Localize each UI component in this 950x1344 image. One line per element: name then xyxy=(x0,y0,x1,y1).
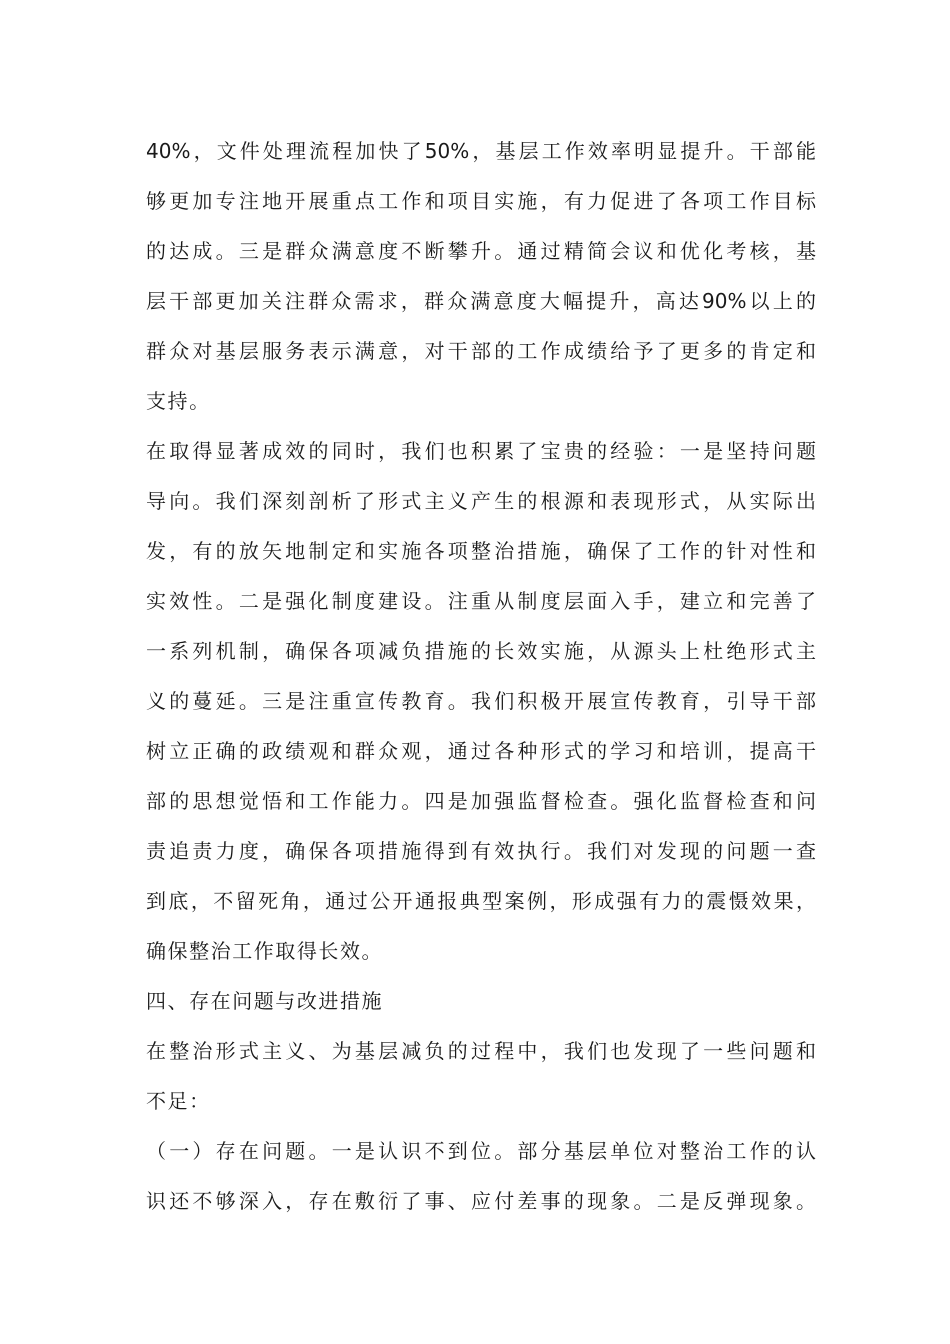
section-heading: 四、存在问题与改进措施 xyxy=(146,989,384,1013)
text-line: 不足： xyxy=(146,1089,211,1113)
text-line: 发，有的放矢地制定和实施各项整治措施，确保了工作的针对性和 xyxy=(146,539,816,563)
text-line: 导向。我们深刻剖析了形式主义产生的根源和表现形式，从实际出 xyxy=(146,489,816,513)
text-line: 的达成。三是群众满意度不断攀升。通过精简会议和优化考核，基 xyxy=(146,239,816,263)
text-line: 到底，不留死角，通过公开通报典型案例，形成强有力的震慑效果， xyxy=(146,889,816,913)
text-line: 责追责力度，确保各项措施得到有效执行。我们对发现的问题一查 xyxy=(146,839,816,863)
text-line: 义的蔓延。三是注重宣传教育。我们积极开展宣传教育，引导干部 xyxy=(146,689,816,713)
text-line: 识还不够深入，存在敷衍了事、应付差事的现象。二是反弹现象。 xyxy=(146,1189,816,1213)
text-line: 部的思想觉悟和工作能力。四是加强监督检查。强化监督检查和问 xyxy=(146,789,816,813)
text-line: 在取得显著成效的同时，我们也积累了宝贵的经验：一是坚持问题 xyxy=(146,439,816,463)
text-line: 够更加专注地开展重点工作和项目实施，有力促进了各项工作目标 xyxy=(146,189,816,213)
text-line: 树立正确的政绩观和群众观，通过各种形式的学习和培训，提高干 xyxy=(146,739,816,763)
text-line: 群众对基层服务表示满意，对干部的工作成绩给予了更多的肯定和 xyxy=(146,339,816,363)
text-line: （一）存在问题。一是认识不到位。部分基层单位对整治工作的认 xyxy=(146,1139,816,1163)
text-line: 一系列机制，确保各项减负措施的长效实施，从源头上杜绝形式主 xyxy=(146,639,816,663)
text-line: 在整治形式主义、为基层减负的过程中，我们也发现了一些问题和 xyxy=(146,1039,816,1063)
text-line: 40%，文件处理流程加快了50%，基层工作效率明显提升。干部能 xyxy=(146,139,816,163)
text-line: 确保整治工作取得长效。 xyxy=(146,939,384,963)
document-body xyxy=(146,126,816,1226)
text-line: 层干部更加关注群众需求，群众满意度大幅提升，高达90%以上的 xyxy=(146,289,816,313)
text-line: 支持。 xyxy=(146,389,211,413)
text-line: 实效性。二是强化制度建设。注重从制度层面入手，建立和完善了 xyxy=(146,589,816,613)
